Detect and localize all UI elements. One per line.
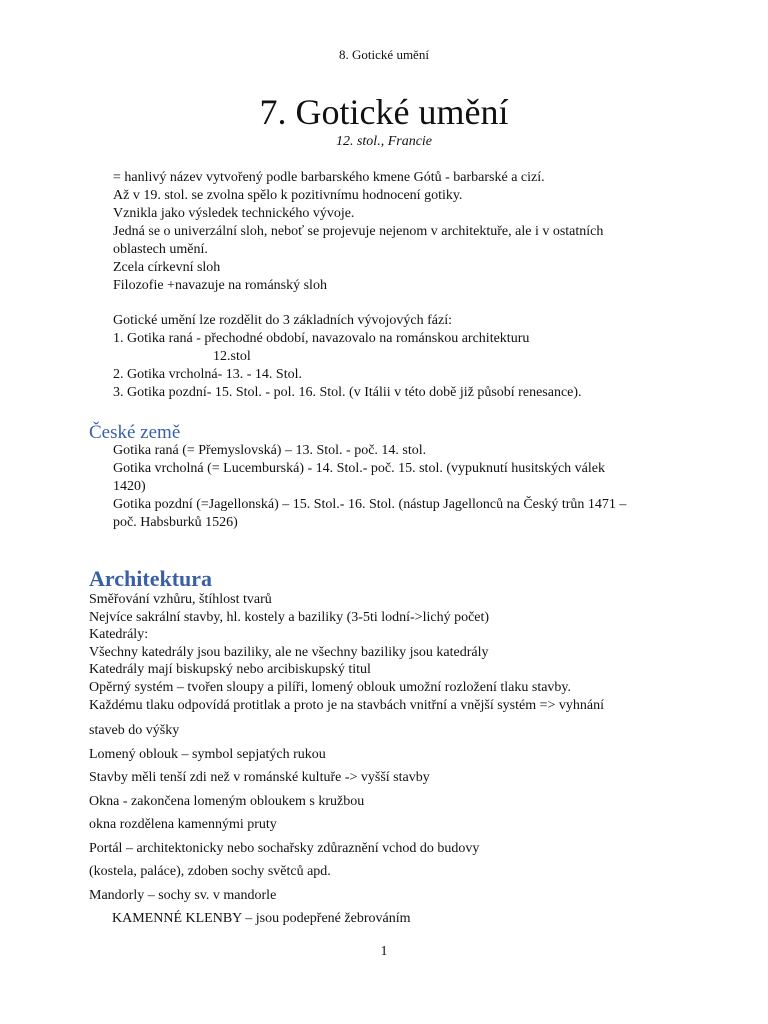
intro-section xyxy=(113,169,673,295)
architektura-line: Katedrály: xyxy=(89,627,149,643)
ceske-zeme-line: poč. Habsburků 1526) xyxy=(113,515,238,530)
intro-line: Jedná se o univerzální sloh, neboť se projevuje nejenom v architektuře, ale i v ostatních xyxy=(113,224,604,239)
architektura-line: Mandorly – sochy sv. v mandorle xyxy=(89,887,277,903)
page-number: 1 xyxy=(380,944,388,959)
architektura-line: Lomený oblouk – symbol sepjatých rukou xyxy=(89,746,326,762)
intro-line: Filozofie +navazuje na románský sloh xyxy=(113,278,327,293)
phase-item: 2. Gotika vrcholná- 13. - 14. Stol. xyxy=(113,367,302,382)
phases-section xyxy=(113,312,673,402)
intro-line: Až v 19. stol. se zvolna spělo k pozitivnímu hodnocení gotiky. xyxy=(113,188,463,203)
architektura-line: staveb do výšky xyxy=(89,723,180,738)
intro-line: oblastech umění. xyxy=(113,242,208,257)
architektura-line: okna rozdělena kamennými pruty xyxy=(89,817,277,832)
architektura-loose-section xyxy=(89,719,709,931)
intro-line: Zcela církevní sloh xyxy=(113,260,221,275)
ceske-zeme-line: 1420) xyxy=(113,479,146,494)
ceske-zeme-line: Gotika pozdní (=Jagellonská) – 15. Stol.- 16. Stol. (nástup Jagellonců na Český trůn 1471 – xyxy=(113,497,627,512)
architektura-line: Portál – architektonicky nebo sochařsky zdůraznění vchod do budovy xyxy=(89,840,480,856)
architektura-line: Směřování vzhůru, štíhlost tvarů xyxy=(89,592,272,607)
architektura-dense-section xyxy=(89,591,709,714)
intro-line: = hanlivý název vytvořený podle barbarského kmene Gótů - barbarské a cizí. xyxy=(113,170,545,185)
architektura-line: Stavby měli tenší zdi než v románské kultuře -> vyšší stavby xyxy=(89,770,430,785)
architektura-line: Všechny katedrály jsou baziliky, ale ne všechny baziliky jsou katedrály xyxy=(89,644,489,660)
ceske-zeme-line: Gotika vrcholná (= Lucemburská) - 14. Stol.- poč. 15. stol. (vypuknutí husitských válek xyxy=(113,461,605,476)
page-subtitle: 12. stol., Francie xyxy=(335,134,433,149)
section-heading-architektura: Architektura xyxy=(89,566,213,591)
intro-line: Vznikla jako výsledek technického vývoje. xyxy=(113,206,355,221)
architektura-line: (kostela, paláce), zdoben sochy světců apd. xyxy=(89,864,331,879)
phase-item-year: 12.stol xyxy=(213,349,251,364)
phase-item: 1. Gotika raná - přechodné období, navazovalo na románskou architekturu xyxy=(113,331,530,346)
page-title: 7. Gotické umění xyxy=(259,92,509,132)
architektura-line: Každému tlaku odpovídá protitlak a proto je na stavbách vnitřní a vnější systém => vyhnání xyxy=(89,697,605,713)
architektura-line: Nejvíce sakrální stavby, hl. kostely a baziliky (3-5ti lodní->lichý počet) xyxy=(89,609,490,625)
architektura-line: Okna - zakončena lomeným obloukem s kružbou xyxy=(89,793,365,809)
ceske-zeme-section xyxy=(113,442,673,532)
klenby-line: KAMENNÉ KLENBY – jsou podepřené žebrováním xyxy=(112,911,411,926)
architektura-line: Katedrály mají biskupský nebo arcibiskupský titul xyxy=(89,662,371,678)
running-header: 8. Gotické umění xyxy=(339,47,429,62)
ceske-zeme-line: Gotika raná (= Přemyslovská) – 13. Stol. - poč. 14. stol. xyxy=(113,443,427,458)
architektura-line: Opěrný systém – tvořen sloupy a pilíři, lomený oblouk umožní rozložení tlaku stavby. xyxy=(89,679,572,695)
phase-item: 3. Gotika pozdní- 15. Stol. - pol. 16. Stol. (v Itálii v této době již působí renesance). xyxy=(113,385,582,400)
section-heading-ceske-zeme: České země xyxy=(89,422,181,443)
phases-lead: Gotické umění lze rozdělit do 3 základních vývojových fází: xyxy=(113,313,452,328)
